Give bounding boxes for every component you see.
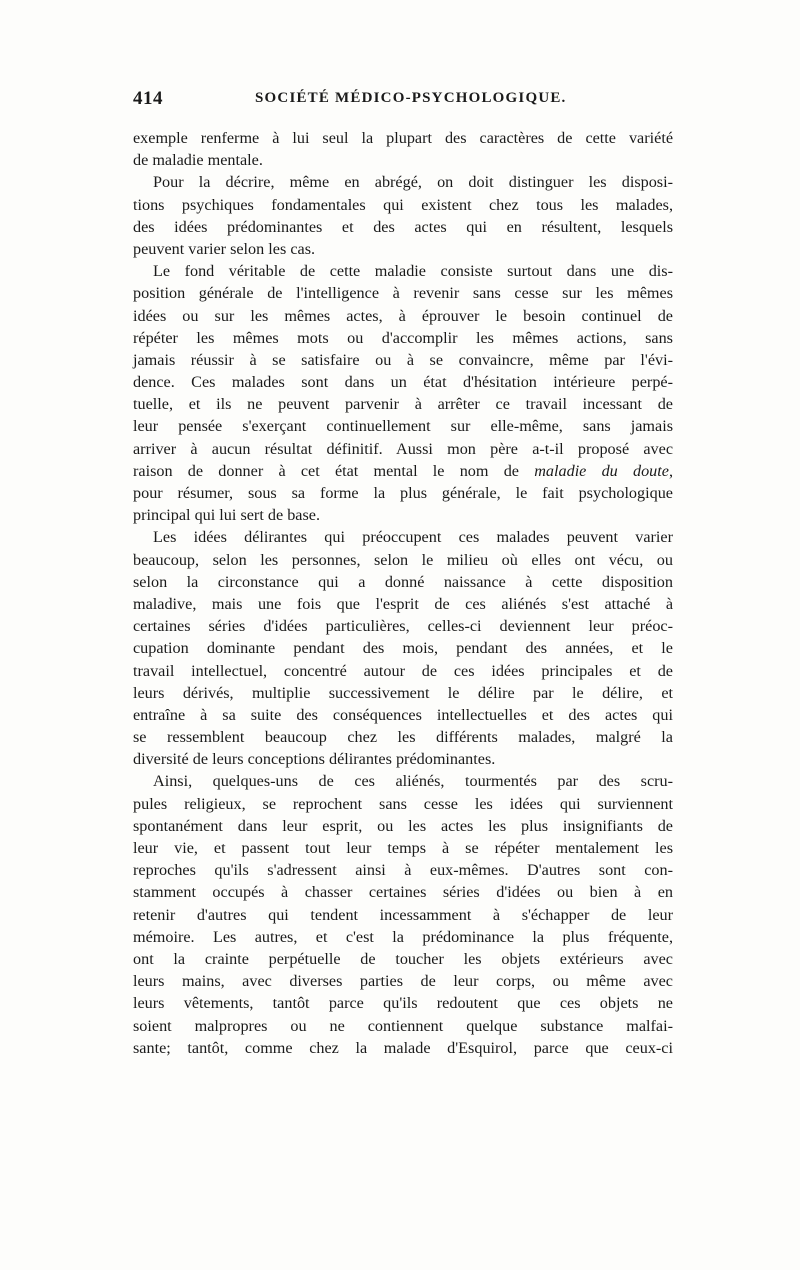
italic-term: maladie du doute bbox=[534, 461, 669, 480]
text-line: maladive, mais une fois que l'esprit de ces aliénés s'est attaché à bbox=[133, 594, 673, 613]
text-line: arriver à aucun résultat définitif. Aussi mon père a-t-il proposé avec bbox=[133, 439, 673, 458]
text-line: Ainsi, quelques-uns de ces aliénés, tourmentés par des scru- bbox=[153, 772, 673, 791]
text-line: peuvent varier selon les cas. bbox=[133, 239, 316, 258]
text-line: leurs vêtements, tantôt parce qu'ils redoutent que ces objets ne bbox=[133, 994, 673, 1013]
text-line: position générale de l'intelligence à revenir sans cesse sur les mêmes bbox=[133, 284, 673, 303]
paragraph bbox=[133, 260, 673, 526]
text-line: dence. Ces malades sont dans un état d'hésitation intérieure perpé- bbox=[133, 373, 673, 392]
text-line: retenir d'autres qui tendent incessamment à s'échapper de leur bbox=[133, 905, 673, 924]
text-line: des idées prédominantes et des actes qui en résultent, lesquels bbox=[133, 217, 673, 236]
text-line: spontanément dans leur esprit, ou les actes les plus insignifiants de bbox=[133, 816, 673, 835]
text-line: selon la circonstance qui a donné naissance à cette disposition bbox=[133, 572, 673, 591]
text-line: certaines séries d'idées particulières, celles-ci deviennent leur préoc- bbox=[133, 617, 673, 636]
text-segment: , bbox=[668, 461, 674, 480]
text-line: Le fond véritable de cette maladie consiste surtout dans une dis- bbox=[153, 262, 673, 281]
text-line: pules religieux, se reprochent sans cesse les idées qui surviennent bbox=[133, 794, 673, 813]
text-line: tuelle, et ils ne peuvent parvenir à arrêter ce travail incessant de bbox=[133, 395, 673, 414]
paragraph bbox=[133, 127, 673, 171]
text-line: mémoire. Les autres, et c'est la prédominance la plus fréquente, bbox=[133, 927, 673, 946]
text-segment: raison de donner à cet état mental le nom de bbox=[133, 461, 519, 480]
paragraph bbox=[133, 171, 673, 260]
text-line: tions psychiques fondamentales qui existent chez tous les malades, bbox=[133, 195, 673, 214]
text-line: répéter les mêmes mots ou d'accomplir les mêmes actions, sans bbox=[133, 328, 673, 347]
text-line: stamment occupés à chasser certaines séries d'idées ou bien à en bbox=[133, 883, 673, 902]
text-line: soient malpropres ou ne contiennent quelque substance malfai- bbox=[133, 1016, 673, 1035]
text-line: entraîne à sa suite des conséquences intellectuelles et des actes qui bbox=[133, 705, 673, 724]
text-line: leurs dérivés, multiplie successivement le délire par le délire, et bbox=[133, 683, 673, 702]
text-line: beaucoup, selon les personnes, selon le milieu où elles ont vécu, ou bbox=[133, 550, 673, 569]
page-number: 414 bbox=[133, 88, 163, 109]
text-line: leurs mains, avec diverses parties de leur corps, ou même avec bbox=[133, 972, 673, 991]
text-line: Les idées délirantes qui préoccupent ces malades peuvent varier bbox=[153, 528, 673, 547]
running-head: SOCIÉTÉ MÉDICO-PSYCHOLOGIQUE. bbox=[255, 90, 567, 106]
paragraph bbox=[133, 526, 673, 770]
text-line: leur vie, et passent tout leur temps à se répéter mentalement les bbox=[133, 839, 673, 857]
text-line: cupation dominante pendant des mois, pendant des années, et le bbox=[133, 639, 673, 658]
text-line: pour résumer, sous sa forme la plus générale, le fait psychologique bbox=[133, 484, 673, 502]
text-line: jamais réussir à se satisfaire ou à se convaincre, même par l'évi- bbox=[133, 350, 673, 369]
text-line: leur pensée s'exerçant continuellement sur elle-même, sans jamais bbox=[133, 417, 673, 436]
page-header bbox=[133, 88, 673, 114]
text-line: se ressemblent beaucoup chez les différents malades, malgré la bbox=[133, 728, 673, 747]
text-line-with-italic bbox=[133, 460, 673, 482]
text-line: diversité de leurs conceptions délirantes prédominantes. bbox=[133, 750, 496, 769]
text-line: sante; tantôt, comme chez la malade d'Esquirol, parce que ceux-ci bbox=[133, 1038, 673, 1057]
text-line: idées ou sur les mêmes actes, à éprouver le besoin continuel de bbox=[133, 306, 673, 325]
text-line: travail intellectuel, concentré autour de ces idées principales et de bbox=[133, 661, 673, 680]
text-line: exemple renferme à lui seul la plupart des caractères de cette variété bbox=[133, 129, 673, 147]
text-body bbox=[133, 127, 673, 1059]
text-line: Pour la décrire, même en abrégé, on doit distinguer les disposi- bbox=[153, 173, 673, 192]
text-line: reproches qu'ils s'adressent ainsi à eux-mêmes. D'autres sont con- bbox=[133, 861, 673, 880]
text-line: de maladie mentale. bbox=[133, 151, 263, 170]
text-line: ont la crainte perpétuelle de toucher les objets extérieurs avec bbox=[133, 949, 673, 968]
text-line: principal qui lui sert de base. bbox=[133, 506, 321, 525]
paragraph bbox=[133, 770, 673, 1058]
